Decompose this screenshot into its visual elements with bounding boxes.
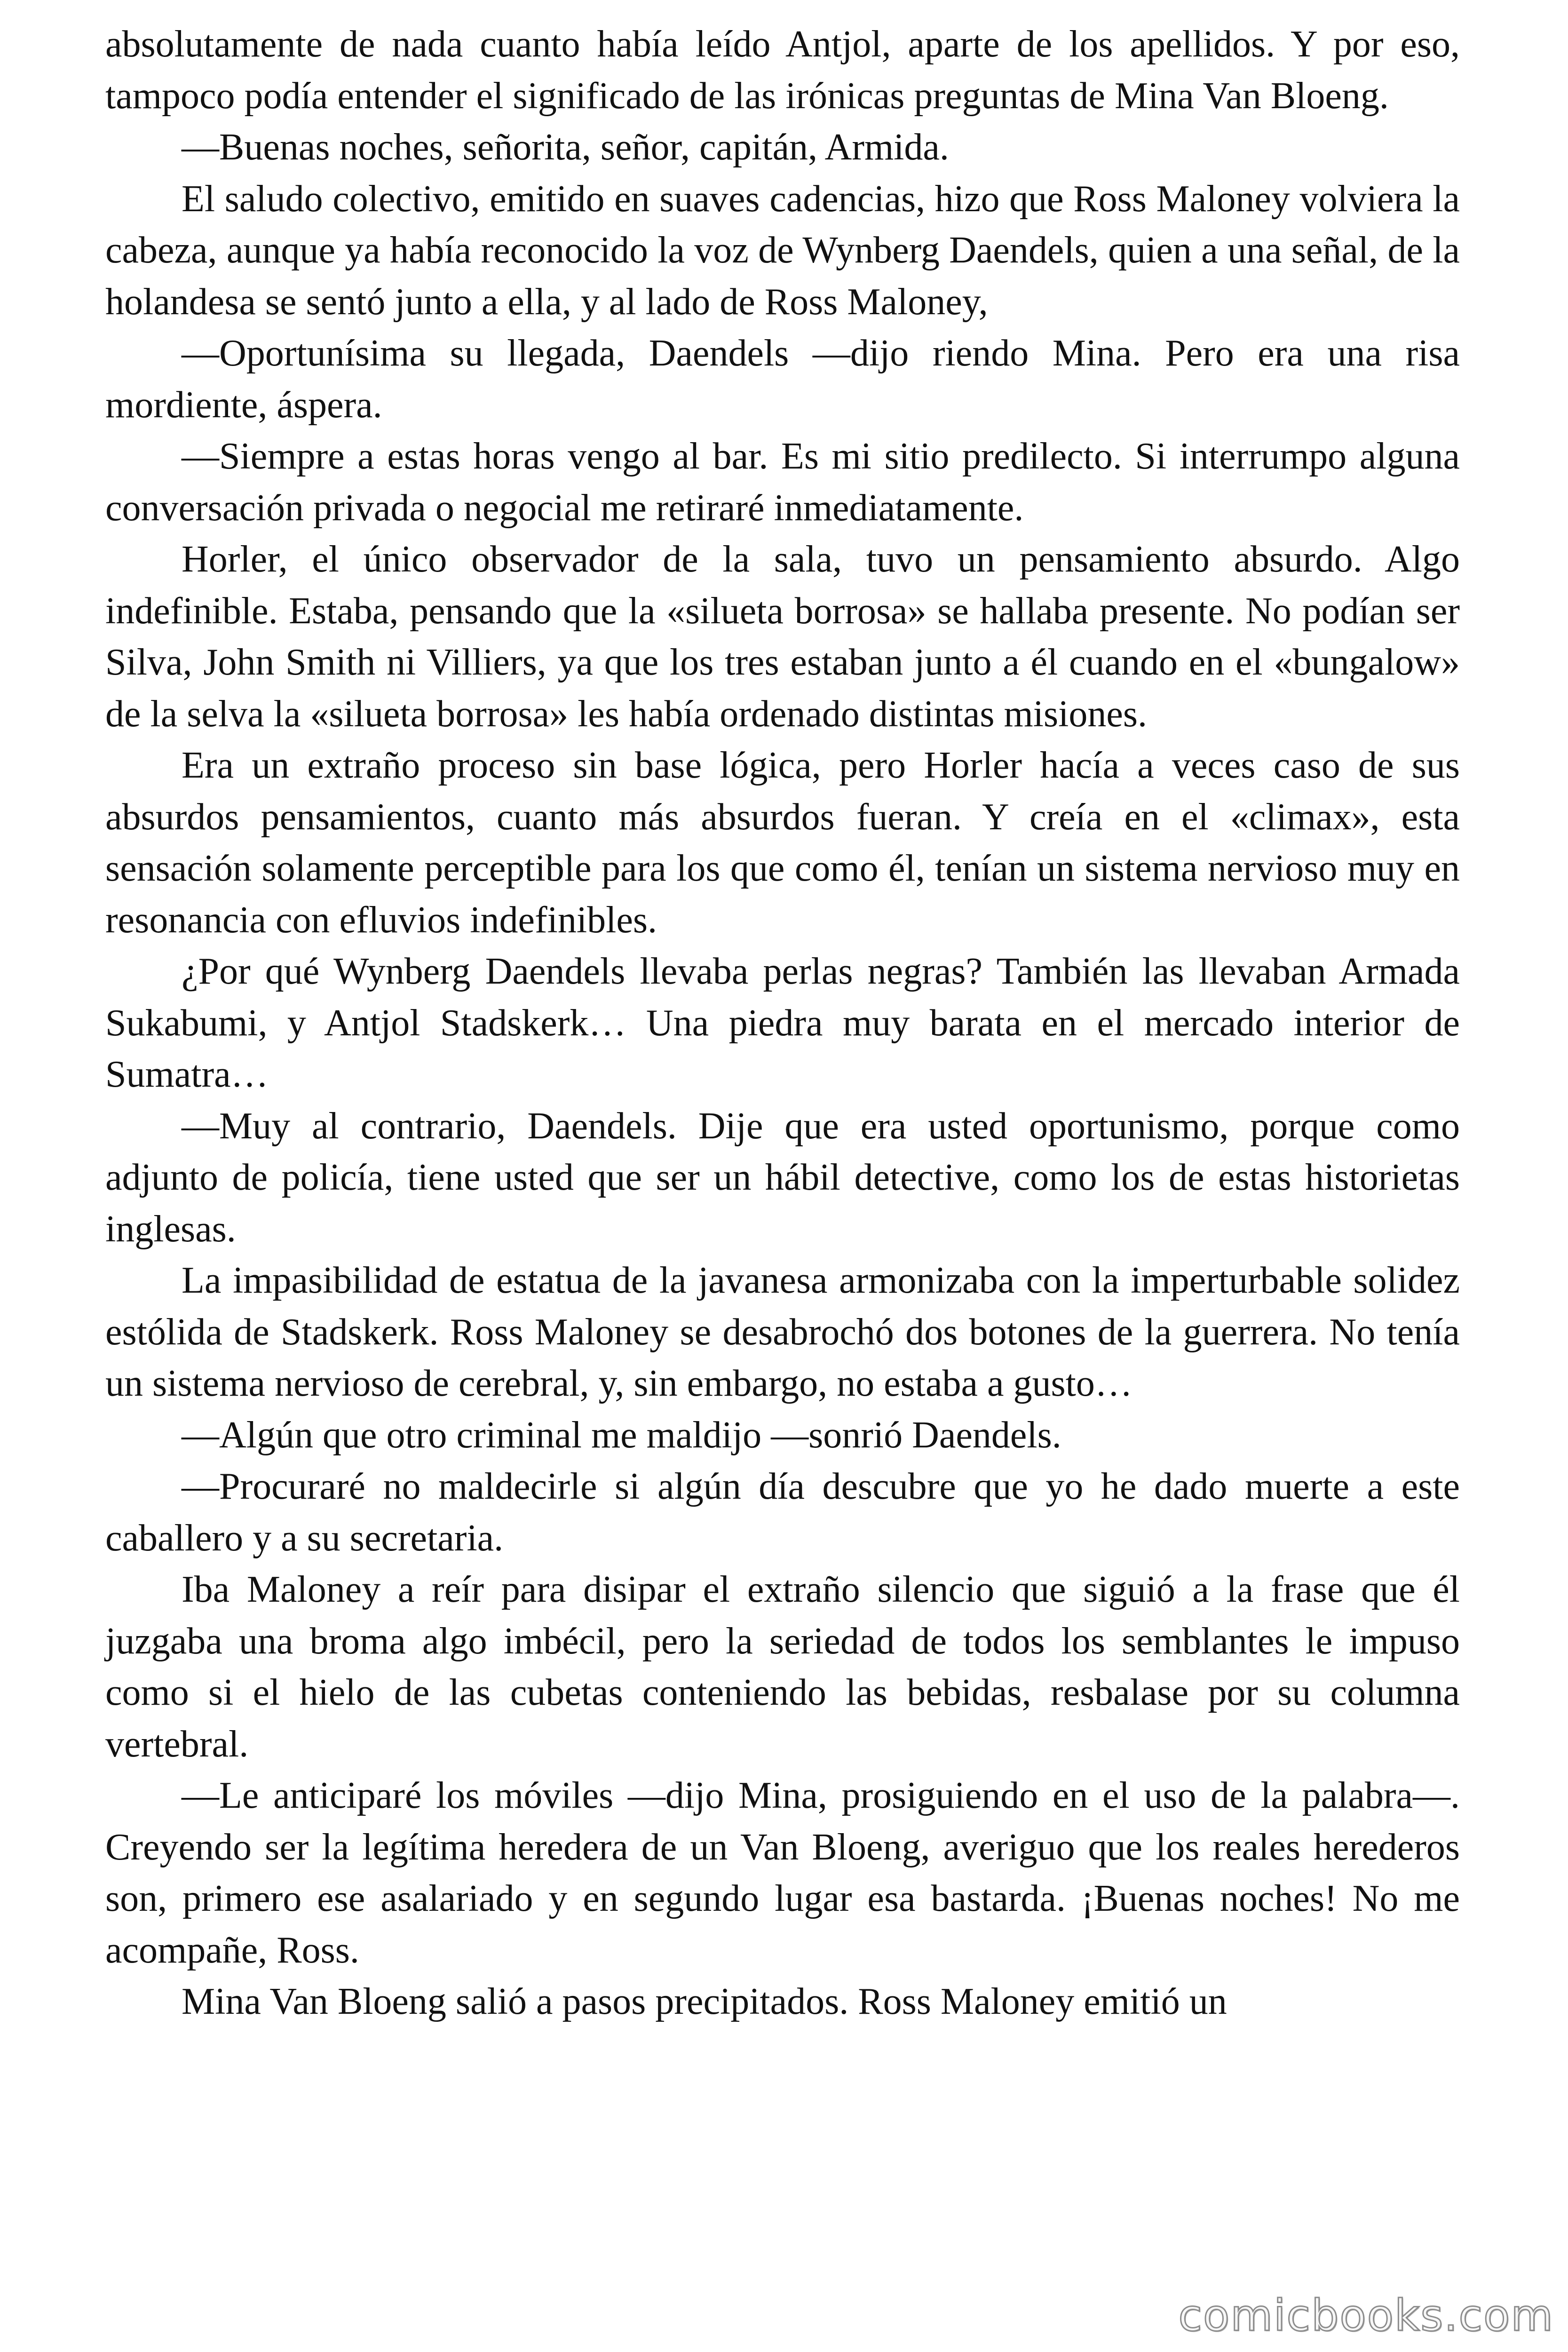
paragraph-dialogue: —Siempre a estas horas vengo al bar. Es mi sitio predilecto. Si interrumpo alguna conversación privada o negocial me retiraré inmediatamente.	[105, 436, 1460, 529]
book-page	[105, 19, 1460, 2028]
paragraph-continued: absolutamente de nada cuanto había leído Antjol, aparte de los apellidos. Y por eso, tampoco podía entender el significado de las irónicas preguntas de Mina Van Bloeng.	[105, 24, 1460, 117]
paragraph-dialogue: —Algún que otro criminal me maldijo —sonrió Daendels.	[182, 1414, 1061, 1456]
paragraph-dialogue: —Procuraré no maldecirle si algún día descubre que yo he dado muerte a este caballero y a su secretaria.	[105, 1466, 1460, 1559]
paragraph-narration: Iba Maloney a reír para disipar el extraño silencio que siguió a la frase que él juzgaba una broma algo imbécil, pero la seriedad de todos los semblantes le impuso como si el hielo de las cubetas conteniendo las bebidas, resbalase por su columna vertebral.	[105, 1569, 1460, 1765]
paragraph-narration: ¿Por qué Wynberg Daendels llevaba perlas negras? También las llevaban Armada Sukabumi, y Antjol Stadskerk… Una piedra muy barata en el mercado interior de Sumatra…	[105, 951, 1460, 1095]
paragraph-narration: La impasibilidad de estatua de la javanesa armonizaba con la imperturbable solidez estólida de Stadskerk. Ross Maloney se desabrochó dos botones de la guerrera. No tenía un sistema nervioso de cerebral, y, sin embargo, no estaba a gusto…	[105, 1260, 1460, 1404]
paragraph-narration: Era un extraño proceso sin base lógica, pero Horler hacía a veces caso de sus absurdos pensamientos, cuanto más absurdos fueran. Y creía en el «climax», esta sensación solamente perceptible para los que como él, tenían un sistema nervioso muy en resonancia con efluvios indefinibles.	[105, 745, 1460, 941]
watermark: comicbooks.com	[1178, 2290, 1554, 2341]
paragraph-narration-truncated: Mina Van Bloeng salió a pasos precipitados. Ross Maloney emitió un	[182, 1981, 1227, 2022]
paragraph-dialogue: —Muy al contrario, Daendels. Dije que era usted oportunismo, porque como adjunto de policía, tiene usted que ser un hábil detective, como los de estas historietas inglesas.	[105, 1105, 1460, 1250]
paragraph-narration: Horler, el único observador de la sala, tuvo un pensamiento absurdo. Algo indefinible. Estaba, pensando que la «silueta borrosa» se hallaba presente. No podían ser Silva, John Smith ni Villiers, ya que los tres estaban junto a él cuando en el «bungalow» de la selva la «silueta borrosa» les había ordenado distintas misiones.	[105, 539, 1460, 735]
paragraph-dialogue: —Le anticiparé los móviles —dijo Mina, prosiguiendo en el uso de la palabra—. Creyendo ser la legítima heredera de un Van Bloeng, averiguo que los reales herederos son, primero ese asalariado y en segundo lugar esa bastarda. ¡Buenas noches! No me acompañe, Ross.	[105, 1775, 1460, 1971]
paragraph-narration: El saludo colectivo, emitido en suaves cadencias, hizo que Ross Maloney volviera la cabeza, aunque ya había reconocido la voz de Wynberg Daendels, quien a una señal, de la holandesa se sentó junto a ella, y al lado de Ross Maloney,	[105, 178, 1460, 323]
paragraph-dialogue-greeting: —Buenas noches, señorita, señor, capitán, Armida.	[182, 127, 949, 168]
paragraph-dialogue: —Oportunísima su llegada, Daendels —dijo riendo Mina. Pero era una risa mordiente, áspera.	[105, 333, 1460, 426]
